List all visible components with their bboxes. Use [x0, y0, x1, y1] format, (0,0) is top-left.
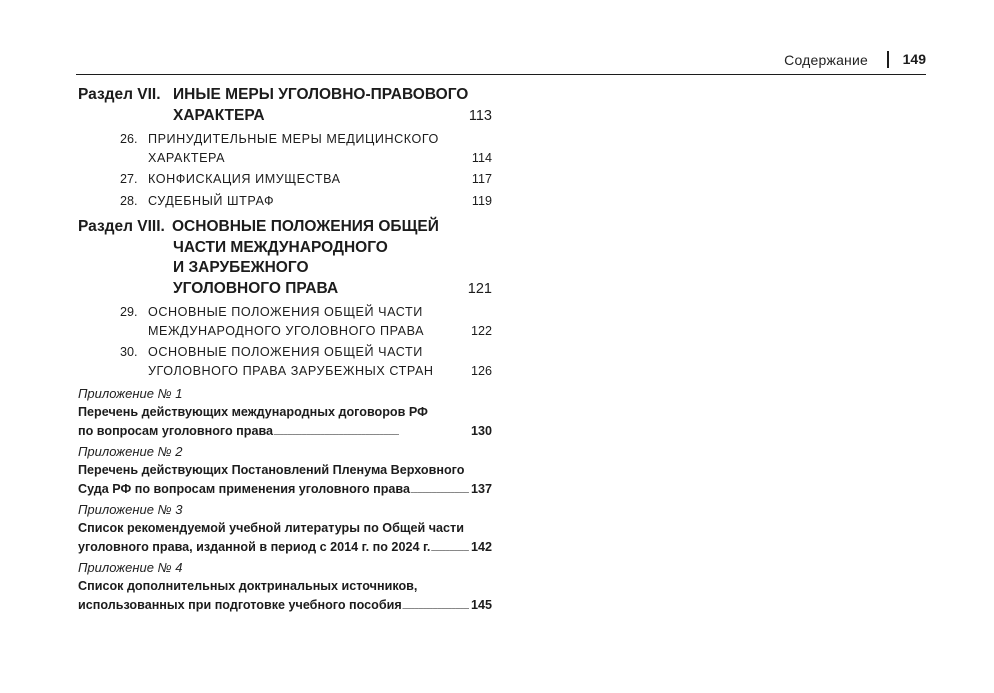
section-title: И ЗАРУБЕЖНОГО: [173, 259, 309, 276]
section-title: ИНЫЕ МЕРЫ УГОЛОВНО-ПРАВОВОГО: [173, 86, 469, 103]
appendix-title-last-line: [78, 480, 492, 499]
section-title-last-line: [78, 106, 492, 127]
appendix-title-last-line: [78, 422, 492, 441]
page-ref: 122: [470, 323, 492, 338]
item-title: УГОЛОВНОГО ПРАВА ЗАРУБЕЖНЫХ СТРАН: [148, 363, 434, 378]
leader-dots: [341, 174, 470, 184]
list-item: [78, 170, 492, 189]
item-title: МЕЖДУНАРОДНОГО УГОЛОВНОГО ПРАВА: [148, 323, 425, 338]
appendix-1: [78, 385, 492, 440]
leader-dots: [410, 483, 469, 493]
page-ref: 113: [468, 107, 492, 124]
leader-dots: [402, 599, 469, 609]
leader-dots: [273, 425, 469, 435]
section-title: ОСНОВНЫЕ ПОЛОЖЕНИЯ ОБЩЕЙ: [172, 218, 439, 235]
page-ref: 117: [471, 172, 492, 186]
appendix-label: Приложение № 4: [78, 560, 183, 575]
item-title: ПРИНУДИТЕЛЬНЫЕ МЕРЫ МЕДИЦИНСКОГО: [148, 132, 439, 146]
item-number: 29.: [120, 305, 138, 319]
appendix-2: [78, 443, 492, 498]
appendix-3: [78, 501, 492, 556]
section-title-line: [78, 85, 492, 106]
page-ref: 119: [471, 193, 492, 208]
appendix-title: по вопросам уголовного права: [78, 423, 274, 438]
leader-dots: [434, 365, 469, 375]
list-item: [78, 192, 492, 211]
leader-dots: [338, 282, 466, 293]
section-label: Раздел VII.: [78, 86, 161, 103]
appendix-title: использованных при подготовке учебного пособия: [78, 597, 402, 612]
item-title: СУДЕБНЫЙ ШТРАФ: [148, 193, 275, 208]
section-title-line: [78, 217, 492, 238]
appendix-title: Суда РФ по вопросам применения уголовного права: [78, 481, 410, 496]
appendix-title: Перечень действующих Постановлений Пленума Верховного: [78, 463, 465, 477]
item-title: ОСНОВНЫЕ ПОЛОЖЕНИЯ ОБЩЕЙ ЧАСТИ: [148, 305, 423, 319]
page-ref: 121: [467, 280, 492, 297]
leader-dots: [424, 325, 469, 335]
section-title-last-line: [78, 279, 492, 300]
page-ref: 145: [470, 597, 492, 612]
appendix-label: Приложение № 2: [78, 444, 183, 459]
item-number: 28.: [120, 193, 138, 208]
item-number: 27.: [120, 172, 138, 186]
list-item: [78, 303, 492, 340]
leader-dots: [274, 195, 470, 205]
section-title: ХАРАКТЕРА: [173, 106, 265, 124]
page-ref: 114: [471, 150, 492, 165]
appendix-label: Приложение № 1: [78, 386, 183, 401]
section-vii: [78, 85, 492, 126]
section-title-line: [78, 258, 492, 279]
section-title-line: [78, 238, 492, 259]
list-item: [78, 130, 492, 167]
item-number: 30.: [120, 345, 138, 359]
page-ref: 126: [470, 363, 492, 378]
section-title: ЧАСТИ МЕЖДУНАРОДНОГО: [173, 238, 388, 256]
table-of-contents: [78, 85, 492, 617]
item-title: ХАРАКТЕРА: [148, 150, 226, 165]
appendix-title-last-line: [78, 596, 492, 615]
appendix-title: уголовного права, изданной в период с 2014 г. по 2024 г.: [78, 539, 431, 554]
section-viii: [78, 217, 492, 299]
appendix-title-last-line: [78, 538, 492, 557]
appendix-4: [78, 559, 492, 614]
leader-dots: [225, 152, 470, 162]
header-page-number: 149: [902, 51, 926, 67]
item-number: 26.: [120, 132, 138, 146]
header-title: Содержание: [784, 52, 868, 68]
page-header: [76, 46, 926, 75]
item-title: ОСНОВНЫЕ ПОЛОЖЕНИЯ ОБЩЕЙ ЧАСТИ: [148, 345, 423, 359]
list-item: [78, 343, 492, 380]
appendix-title: Список дополнительных доктринальных источников,: [78, 579, 418, 593]
section-title: УГОЛОВНОГО ПРАВА: [173, 279, 339, 297]
header-separator: [887, 51, 889, 68]
page-ref: 137: [470, 481, 492, 496]
leader-dots: [430, 541, 469, 551]
appendix-title: Список рекомендуемой учебной литературы по Общей части: [78, 521, 464, 535]
item-title: КОНФИСКАЦИЯ ИМУЩЕСТВА: [148, 172, 341, 186]
appendix-label: Приложение № 3: [78, 502, 183, 517]
appendix-title: Перечень действующих международных договоров РФ: [78, 405, 428, 419]
page-ref: 130: [470, 423, 492, 438]
leader-dots: [265, 109, 467, 120]
section-label: Раздел VIII.: [78, 218, 165, 235]
page-ref: 142: [470, 539, 492, 554]
